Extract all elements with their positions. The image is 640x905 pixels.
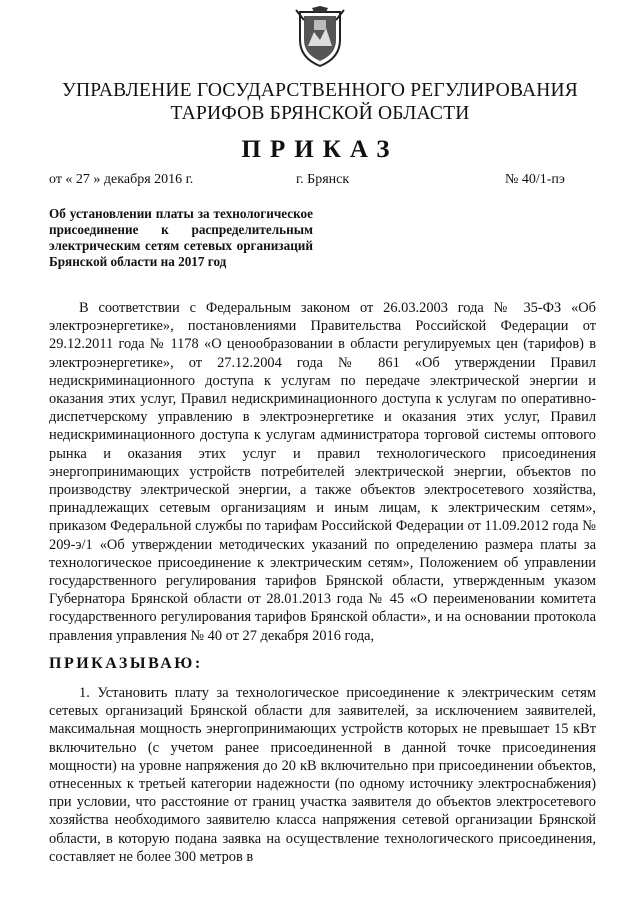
order-subject: Об установлении платы за технологическое присоединение к распределительным электрическим сетям сетевых организаций Брянской области на 2017 год bbox=[49, 206, 313, 269]
order-number: № 40/1-пэ bbox=[505, 172, 565, 187]
order-city: г. Брянск bbox=[296, 172, 350, 187]
order-date: от « 27 » декабря 2016 г. bbox=[49, 172, 194, 187]
organization-name bbox=[0, 79, 640, 125]
preamble-paragraph: В соответствии с Федеральным законом от 26.03.2003 года № 35-ФЗ «Об электроэнергетике», постановлениями Правительства Российской Федерации от 29.12.2011 года № 1178 «О ценообразовании в области регулируемых цен (тарифов) в электроэнергетике», от 27.12.2004 года № 861 «Об утверждении Правил недискриминационного доступа к услугам по передаче электрической энергии и оказания этих услуг, Правил недискриминационного доступа к услугам по оперативно-диспетчерскому управлению в электроэнергетике и оказания этих услуг, Правил недискриминационного доступа к услугам администратора торговой системы оптового рынка и оказания этих услуг и правил технологического присоединения энергопринимающих устройств потребителей электрической энергии, объектов по производству электрической энергии, а также объектов электросетевого хозяйства, принадлежащих сетевым организациям и иным лицам, к электрическим сетям», приказом Федеральной службы по тарифам Российской Федерации от 11.09.2012 года № 209-э/1 «Об утверждении методических указаний по определению размера платы за технологическое присоединение к электрическим сетям», Положением об управлении государственного регулирования тарифов Брянской области, утвержденным указом Губернатора Брянской области от 28.01.2013 года № 45 «О переименовании комитета государственного регулирования тарифов Брянской области», и на основании протокола правления управления № 40 от 27 декабря 2016 года, bbox=[49, 300, 596, 644]
organization-line-2: ТАРИФОВ БРЯНСКОЙ ОБЛАСТИ bbox=[170, 103, 470, 124]
item-1-paragraph: 1. Установить плату за технологическое присоединение к электрическим сетям сетевых организаций Брянской области для заявителей, за исключением заявителей, максимальная мощность энергопринимающих устройств которых не превышает 15 кВт включительно (с учетом ранее присоединенной в данной точке присоединения мощности) на уровне напряжения до 20 кВ включительно при присоединении объектов, отнесенных к третьей категории надежности (по одному источнику электроснабжения) при условии, что расстояние от границ участка заявителя до объектов электросетевого хозяйства необходимого заявителю класса напряжения сетевой организации Брянской области, в которую подана заявка на осуществление технологического присоединения, составляет не более 300 метров в bbox=[49, 685, 596, 865]
organization-line-1: УПРАВЛЕНИЕ ГОСУДАРСТВЕННОГО РЕГУЛИРОВАНИЯ bbox=[62, 80, 578, 101]
coat-of-arms-icon bbox=[294, 6, 346, 68]
document-type-title: ПРИКАЗ bbox=[241, 136, 399, 163]
decree-heading: ПРИКАЗЫВАЮ: bbox=[49, 655, 203, 672]
